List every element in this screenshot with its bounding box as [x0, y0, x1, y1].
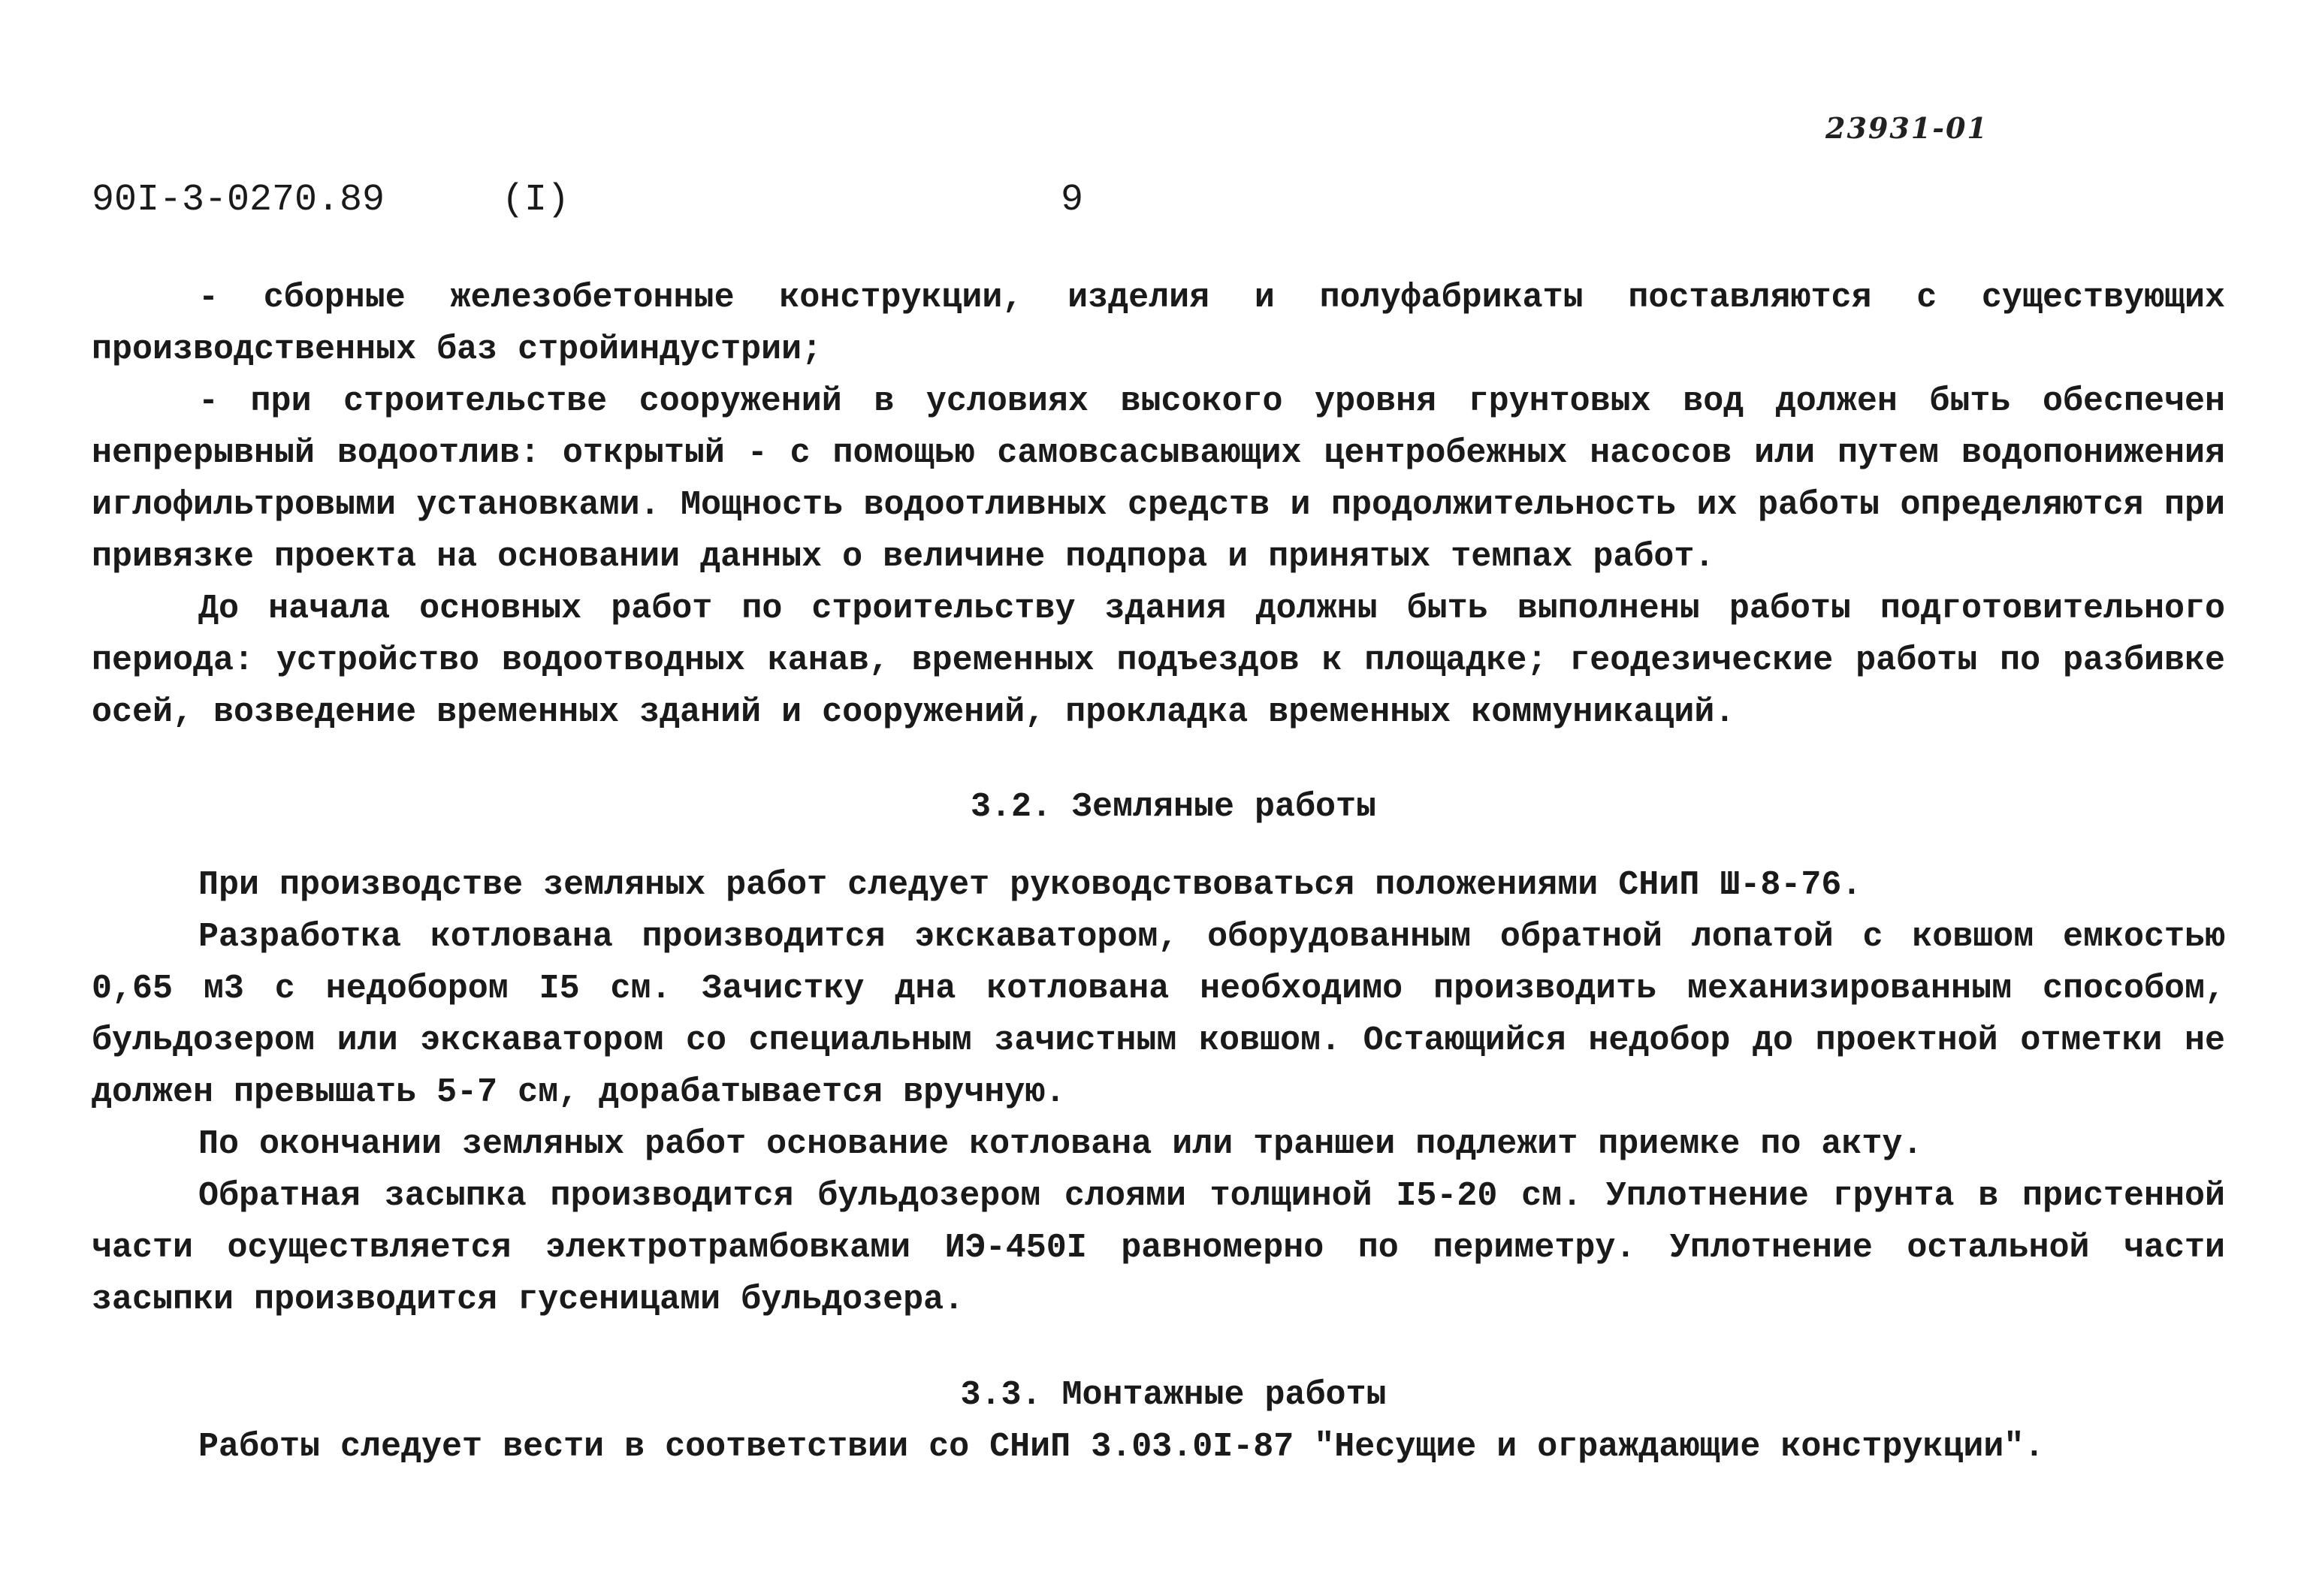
page-header — [92, 174, 2195, 227]
page-number: 9 — [1061, 179, 1084, 222]
paragraph-precast: - сборные железобетонные конструкции, изделия и полуфабрикаты поставляются с существующих производственных баз стройиндустрии; — [92, 279, 2225, 369]
section-title-earthworks: 3.2. Земляные работы — [970, 788, 1377, 826]
document-code: 90I-3-0270.89 — [92, 179, 385, 222]
paragraph-excavation: Разработка котлована производится экскаватором, оборудованным обратной лопатой с ковшом емкостью 0,65 м3 с недобором I5 см. Зачистку дна котлована необходимо производить механизированным способом, бульдозером или экскаватором со специальным зачистным ковшом. Остающийся недобор до проектной отметки не должен превышать 5-7 см, дорабатывается вручную. — [92, 918, 2225, 1112]
paragraph-preparatory: До начала основных работ по строительству здания должны быть выполнены работы подготовительного периода: устройство водоотводных канав, временных подъездов к площадке; геодезические работы по разбивке осей, возведение временных зданий и сооружений, прокладка временных коммуникаций. — [92, 590, 2225, 732]
paragraph-earthworks-snip: При производстве земляных работ следует руководствоваться положениями СНиП Ш-8-76. — [198, 866, 1862, 904]
section-title-installation: 3.3. Монтажные работы — [960, 1376, 1387, 1414]
document-body — [92, 272, 2225, 1473]
paragraph-acceptance: По окончании земляных работ основание котлована или траншеи подлежит приемке по акту. — [198, 1125, 1923, 1163]
document-part: (I) — [502, 179, 570, 222]
stamp-number: 23931-01 — [1825, 111, 1988, 145]
paragraph-dewatering: - при строительстве сооружений в условиях высокого уровня грунтовых вод должен быть обеспечен непрерывный водоотлив: открытый - с помощью самовсасывающих центробежных насосов или путем водопонижения иглофильтровыми установками. Мощность водоотливных средств и продолжительность их работы определяются при привязке проекта на основании данных о величине подпора и принятых темпах работ. — [92, 382, 2225, 576]
paragraph-installation: Работы следует вести в соответствии со СНиП 3.03.0I-87 "Несущие и ограждающие конструкции". — [198, 1428, 2045, 1466]
paragraph-backfill: Обратная засыпка производится бульдозером слоями толщиной I5-20 см. Уплотнение грунта в пристенной части осуществляется электротрамбовками ИЭ-450I равномерно по периметру. Уплотнение остальной части засыпки производится гусеницами бульдозера. — [92, 1177, 2225, 1319]
